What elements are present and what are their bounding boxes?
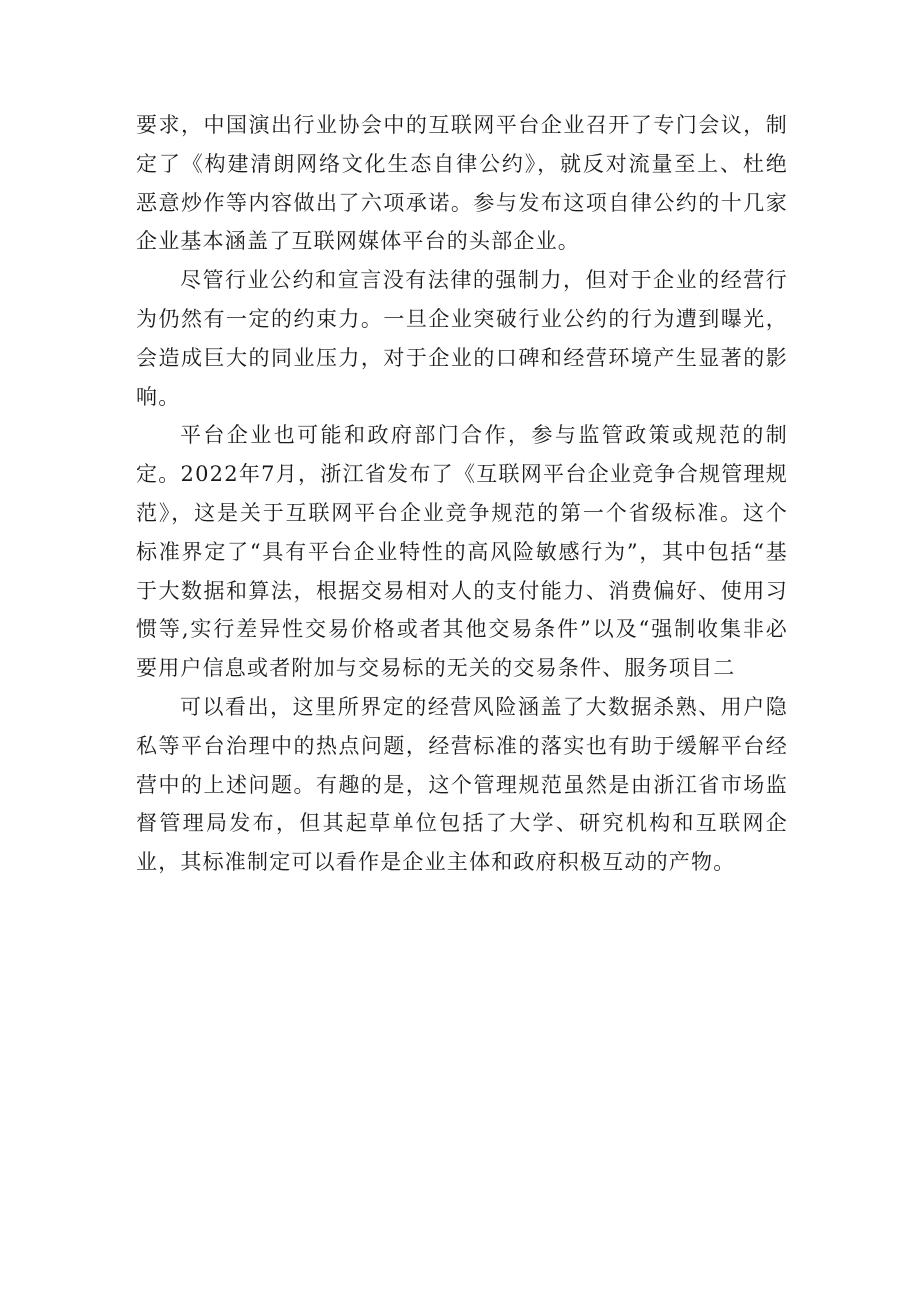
paragraph-1: 要求，中国演出行业协会中的互联网平台企业召开了专门会议，制定了《构建清朗网络文化生态自律公约》，就反对流量至上、杜绝恶意炒作等内容做出了六项承诺。参与发布这项自律公约的十几家企业基本涵盖了互联网媒体平台的头部企业。 bbox=[136, 113, 788, 254]
document-body bbox=[136, 106, 788, 882]
paragraph-3: 平台企业也可能和政府部门合作，参与监管政策或规范的制定。2022年7月，浙江省发布了《互联网平台企业竞争合规管理规范》，这是关于互联网平台企业竞争规范的第一个省级标准。这个标准界定了“具有平台企业特性的高风险敏感行为”，其中包括“基于大数据和算法，根据交易相对人的支付能力、消费偏好、使用习惯等,实行差异性交易价格或者其他交易条件”以及“强制收集非必要用户信息或者附加与交易标的无关的交易条件、服务项目二 bbox=[136, 423, 788, 681]
paragraph-2: 尽管行业公约和宣言没有法律的强制力，但对于企业的经营行为仍然有一定的约束力。一旦企业突破行业公约的行为遭到曝光，会造成巨大的同业压力，对于企业的口碑和经营环境产生显著的影响。 bbox=[136, 268, 788, 409]
paragraph-4: 可以看出，这里所界定的经营风险涵盖了大数据杀熟、用户隐私等平台治理中的热点问题，经营标准的落实也有助于缓解平台经营中的上述问题。有趣的是，这个管理规范虽然是由浙江省市场监督管理局发布，但其起草单位包括了大学、研究机构和互联网企业，其标准制定可以看作是企业主体和政府积极互动的产物。 bbox=[136, 694, 788, 875]
